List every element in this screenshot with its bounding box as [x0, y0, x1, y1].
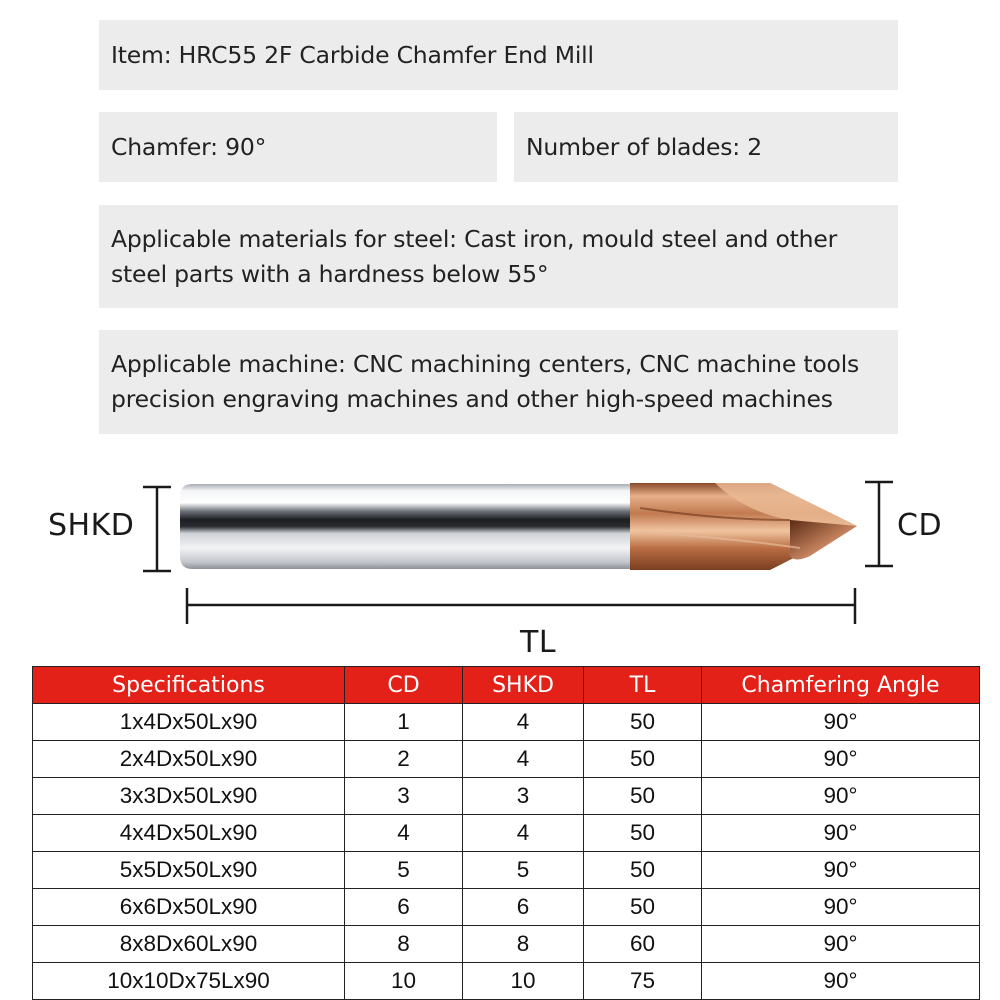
blades-field	[514, 112, 898, 182]
angle-cell: 90°	[702, 815, 980, 852]
spec-cell: 5x5Dx50Lx90	[33, 852, 345, 889]
angle-cell: 90°	[702, 963, 980, 1000]
tl-cell: 50	[584, 852, 702, 889]
table-row	[33, 778, 980, 815]
header-specifications: Specifications	[33, 667, 345, 704]
cd-cell: 10	[345, 963, 463, 1000]
tl-cell: 50	[584, 741, 702, 778]
spec-cell: 4x4Dx50Lx90	[33, 815, 345, 852]
header-cd: CD	[345, 667, 463, 704]
tl-cell: 60	[584, 926, 702, 963]
cd-cell: 2	[345, 741, 463, 778]
spec-cell: 3x3Dx50Lx90	[33, 778, 345, 815]
angle-cell: 90°	[702, 926, 980, 963]
shkd-cell: 5	[463, 852, 584, 889]
machine-field	[99, 330, 898, 434]
tool-cutting-head	[630, 483, 857, 570]
table-row	[33, 852, 980, 889]
angle-cell: 90°	[702, 704, 980, 741]
angle-cell: 90°	[702, 778, 980, 815]
tl-label: TL	[520, 625, 557, 660]
table-row	[33, 704, 980, 741]
tool-shank	[180, 484, 632, 569]
table-row	[33, 926, 980, 963]
spec-cell: 8x8Dx60Lx90	[33, 926, 345, 963]
cd-cell: 1	[345, 704, 463, 741]
tl-cell: 50	[584, 704, 702, 741]
machine-text: Applicable machine: CNC machining centers, CNC machine tools precision engraving machines and other high-speed machines	[111, 350, 860, 413]
chamfer-text: Chamfer: 90°	[111, 132, 267, 161]
angle-cell: 90°	[702, 889, 980, 926]
blades-text: Number of blades: 2	[526, 132, 762, 161]
cd-cell: 5	[345, 852, 463, 889]
tl-cell: 50	[584, 889, 702, 926]
tl-cell: 50	[584, 815, 702, 852]
shkd-label: SHKD	[48, 508, 135, 543]
shkd-cell: 10	[463, 963, 584, 1000]
spec-cell: 2x4Dx50Lx90	[33, 741, 345, 778]
spec-cell: 6x6Dx50Lx90	[33, 889, 345, 926]
shkd-dimension	[143, 487, 171, 571]
materials-text: Applicable materials for steel: Cast iron, mould steel and other steel parts with a hardness below 55°	[111, 224, 838, 288]
table-row	[33, 963, 980, 1000]
angle-cell: 90°	[702, 741, 980, 778]
header-shkd: SHKD	[463, 667, 584, 704]
cd-dimension	[865, 482, 893, 566]
shkd-cell: 8	[463, 926, 584, 963]
shkd-cell: 4	[463, 704, 584, 741]
table-row	[33, 741, 980, 778]
spec-cell: 1x4Dx50Lx90	[33, 704, 345, 741]
table-row	[33, 815, 980, 852]
table-header-row	[33, 667, 980, 704]
shkd-cell: 4	[463, 741, 584, 778]
header-tl: TL	[584, 667, 702, 704]
shkd-cell: 6	[463, 889, 584, 926]
table-row	[33, 889, 980, 926]
chamfer-field	[99, 112, 497, 182]
item-field	[99, 20, 898, 90]
cd-cell: 3	[345, 778, 463, 815]
materials-field	[99, 205, 898, 308]
item-text: Item: HRC55 2F Carbide Chamfer End Mill	[111, 40, 594, 69]
angle-cell: 90°	[702, 852, 980, 889]
cd-cell: 8	[345, 926, 463, 963]
shkd-cell: 4	[463, 815, 584, 852]
end-mill-diagram	[0, 455, 1000, 630]
cd-label: CD	[897, 508, 943, 543]
header-chamfering-angle: Chamfering Angle	[702, 667, 980, 704]
spec-cell: 10x10Dx75Lx90	[33, 963, 345, 1000]
cd-cell: 6	[345, 889, 463, 926]
spec-table	[32, 666, 980, 1000]
tl-cell: 75	[584, 963, 702, 1000]
cd-cell: 4	[345, 815, 463, 852]
tl-dimension	[187, 588, 855, 624]
shkd-cell: 3	[463, 778, 584, 815]
tl-cell: 50	[584, 778, 702, 815]
